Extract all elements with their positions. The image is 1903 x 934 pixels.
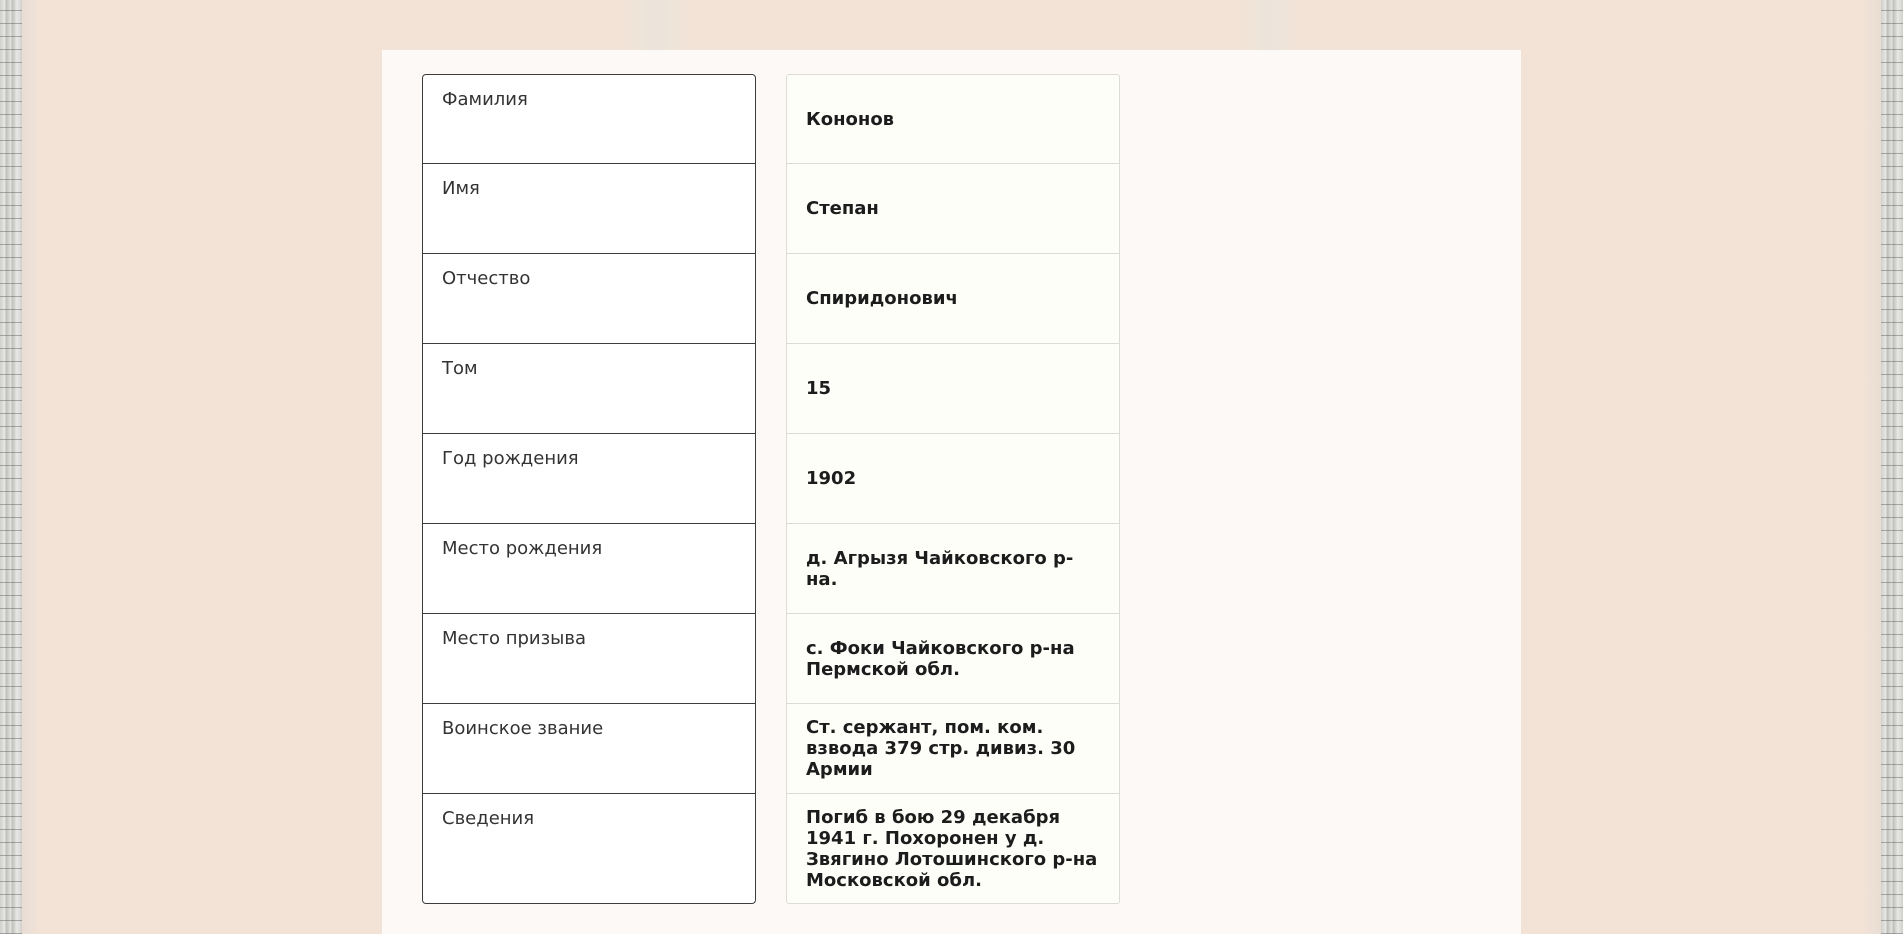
field-label-first-name: Имя (422, 164, 756, 254)
field-value-patronymic (786, 254, 1120, 344)
field-value-text: с. Фоки Чайковского р-на Пермской обл. (806, 637, 1075, 680)
field-value-details (786, 794, 1120, 904)
field-value-volume (786, 344, 1120, 434)
right-edge-shadow (1865, 0, 1881, 934)
field-label-surname: Фамилия (422, 74, 756, 164)
field-value-text: Ст. сержант, пом. ком. взвода 379 стр. дивиз. 30 Армии (806, 717, 1076, 780)
field-value-text: Кононов (806, 108, 895, 130)
left-edge-shadow (22, 0, 38, 934)
field-value-text: д. Агрызя Чайковского р-на. (806, 547, 1074, 590)
field-label-military-rank: Воинское звание (422, 704, 756, 794)
field-label-conscription-place: Место призыва (422, 614, 756, 704)
right-edge-scrollbar (1881, 0, 1903, 934)
field-label-details: Сведения (422, 794, 756, 904)
field-value-birth-year (786, 434, 1120, 524)
record-panel (382, 50, 1521, 934)
field-value-text: Спиридонович (806, 288, 958, 309)
field-values-column (786, 74, 1120, 904)
field-labels-column (422, 74, 756, 904)
field-label-volume: Том (422, 344, 756, 434)
field-value-military-rank (786, 704, 1120, 794)
field-value-conscription-place (786, 614, 1120, 704)
field-value-first-name (786, 164, 1120, 254)
field-value-text: Степан (806, 198, 879, 219)
field-label-birth-place: Место рождения (422, 524, 756, 614)
field-label-birth-year: Год рождения (422, 434, 756, 524)
field-value-text: Погиб в бою 29 декабря 1941 г. Похоронен у д. Звягино Лотошинского р-на Московской обл. (806, 806, 1098, 891)
field-value-birth-place (786, 524, 1120, 614)
field-value-text: 1902 (806, 468, 857, 489)
field-value-text: 15 (806, 378, 832, 399)
field-label-patronymic: Отчество (422, 254, 756, 344)
left-edge-scrollbar (0, 0, 22, 934)
field-value-surname (786, 74, 1120, 164)
